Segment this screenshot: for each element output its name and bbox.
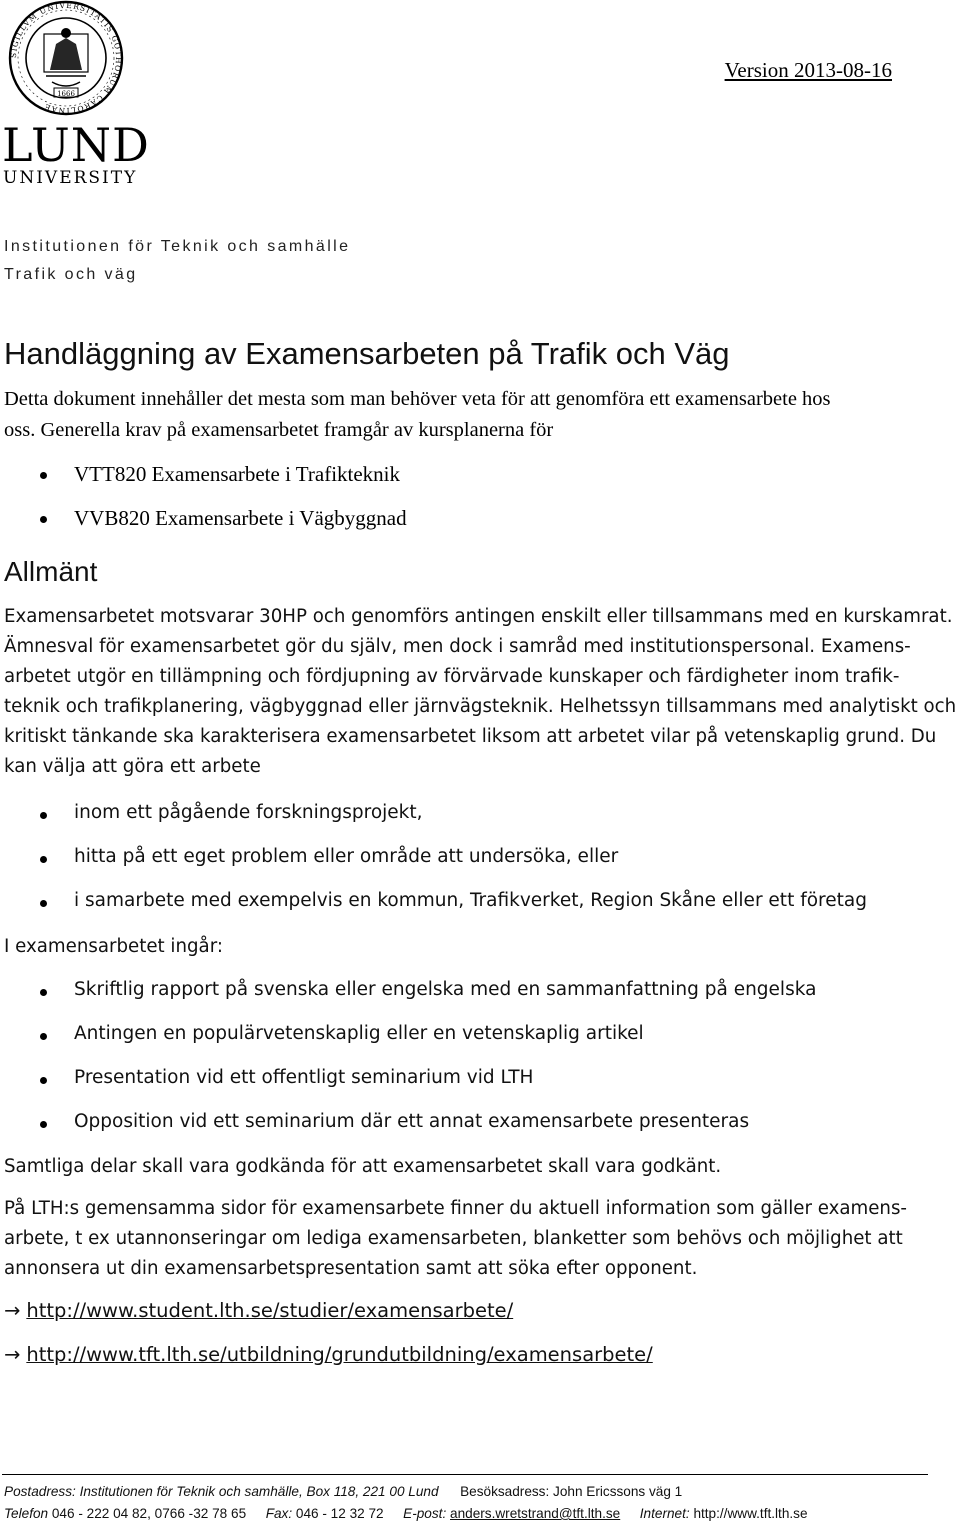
page-title: Handläggning av Examensarbeten på Trafik och Väg	[4, 336, 730, 371]
footer-address-line	[4, 1484, 682, 1499]
seal-year: 1666	[57, 90, 75, 98]
fax-value: 046 - 12 32 72	[295, 1506, 384, 1521]
footer-contact-line	[4, 1506, 808, 1521]
postal-label: Postadress:	[4, 1484, 76, 1499]
intro-line: Detta dokument innehåller det mesta som man behöver veta för att genomföra ett examensarbete hos	[4, 388, 831, 410]
bullet-icon	[40, 900, 47, 907]
option-label: i samarbete med exempelvis en kommun, Trafikverket, Region Skåne eller ett företag	[74, 890, 867, 911]
web-label: Internet:	[639, 1506, 690, 1521]
paragraph-line: arbete, t ex utannonseringar om lediga examensarbeten, blanketter som behövs och möjlighet att	[4, 1228, 903, 1249]
include-label: Opposition vid ett seminarium där ett annat examensarbete presenteras	[74, 1111, 750, 1132]
paragraph-line: Ämnesval för examensarbetet gör du själv, men dock i samråd med institutionspersonal. Examens-	[4, 636, 911, 657]
fax-label: Fax:	[265, 1506, 293, 1521]
course-label: VTT820 Examensarbete i Trafikteknik	[74, 462, 401, 486]
bullet-icon	[40, 856, 47, 863]
seal-ring-text: SIGILLVM UNIVERSITATIS GOTHORUM CAROLINAE	[8, 0, 124, 116]
lth-paragraph	[4, 1194, 956, 1284]
web-value: http://www.tft.lth.se	[693, 1506, 808, 1521]
bullet-icon	[40, 1077, 47, 1084]
arrow-right-icon: →	[4, 1343, 21, 1366]
bullet-icon	[40, 472, 47, 479]
footer-divider	[2, 1474, 928, 1475]
arrow-right-icon: →	[4, 1299, 21, 1322]
lund-university-logo	[2, 0, 150, 192]
approval-text: Samtliga delar skall vara godkända för att examensarbetet skall vara godkänt.	[4, 1156, 722, 1177]
section-heading: Allmänt	[4, 556, 98, 587]
link-row	[4, 1299, 513, 1322]
includes-label: I examensarbetet ingår:	[4, 936, 223, 957]
wordmark-lund: LUND	[2, 118, 150, 172]
include-label: Skriftlig rapport på svenska eller engelska med en sammanfattning på engelska	[74, 979, 817, 1000]
visit-label: Besöksadress:	[460, 1484, 550, 1499]
option-label: inom ett pågående forskningsprojekt,	[74, 802, 423, 823]
paragraph-line: Examensarbetet motsvarar 30HP och genomförs antingen enskilt eller tillsammans med en kurskamrat.	[4, 606, 953, 627]
email-link[interactable]: anders.wretstrand@tft.lth.se	[450, 1506, 621, 1521]
paragraph-line: kritiskt tänkande ska karakterisera examensarbetet liksom att arbetet vilar på vetenskaplig grund. Du	[4, 726, 937, 747]
course-label: VVB820 Examensarbete i Vägbyggnad	[74, 506, 407, 530]
bullet-icon	[40, 1033, 47, 1040]
bullet-icon	[40, 989, 47, 996]
wordmark-university: UNIVERSITY	[3, 168, 138, 188]
email-label: E-post:	[403, 1506, 447, 1521]
paragraph-line: arbetet utgör en tillämpning och fördjupning av förvärvade kunskaper och färdigheter inom trafik-	[4, 666, 900, 687]
phone-value: 046 - 222 04 82, 0766 -32 78 65	[51, 1506, 247, 1521]
paragraph-line: annonsera ut din examensarbetspresentation samt att söka efter opponent.	[4, 1258, 698, 1279]
student-lth-link[interactable]: http://www.student.lth.se/studier/examensarbete/	[26, 1299, 514, 1322]
bullet-icon	[40, 516, 47, 523]
paragraph-line: kan välja att göra ett arbete	[4, 756, 261, 777]
department-name: Institutionen för Teknik och samhälle	[4, 238, 351, 255]
intro-line: oss. Generella krav på examensarbetet framgår av kursplanerna för	[4, 419, 554, 441]
postal-value: Institutionen för Teknik och samhälle, Box 118, 221 00 Lund	[79, 1484, 439, 1499]
version-date: Version 2013-08-16	[724, 58, 892, 82]
visit-value: John Ericssons väg 1	[553, 1484, 683, 1499]
paragraph-line: På LTH:s gemensamma sidor för examensarbete finner du aktuell information som gäller examens-	[4, 1198, 907, 1219]
general-paragraph	[4, 602, 956, 782]
option-label: hitta på ett eget problem eller område att undersöka, eller	[74, 846, 619, 867]
include-label: Presentation vid ett offentligt seminarium vid LTH	[74, 1067, 534, 1088]
intro-paragraph	[4, 384, 944, 446]
division-name: Trafik och väg	[4, 266, 138, 283]
tft-lth-link[interactable]: http://www.tft.lth.se/utbildning/grundutbildning/examensarbete/	[26, 1343, 653, 1366]
bullet-icon	[40, 1121, 47, 1128]
bullet-icon	[40, 812, 47, 819]
paragraph-line: teknik och trafikplanering, vägbyggnad eller järnvägsteknik. Helhetssyn tillsammans med analytiskt och	[4, 696, 957, 717]
include-label: Antingen en populärvetenskaplig eller en vetenskaplig artikel	[74, 1023, 644, 1044]
phone-label: Telefon	[4, 1506, 49, 1521]
university-seal-icon	[6, 0, 126, 118]
link-row	[4, 1343, 653, 1366]
